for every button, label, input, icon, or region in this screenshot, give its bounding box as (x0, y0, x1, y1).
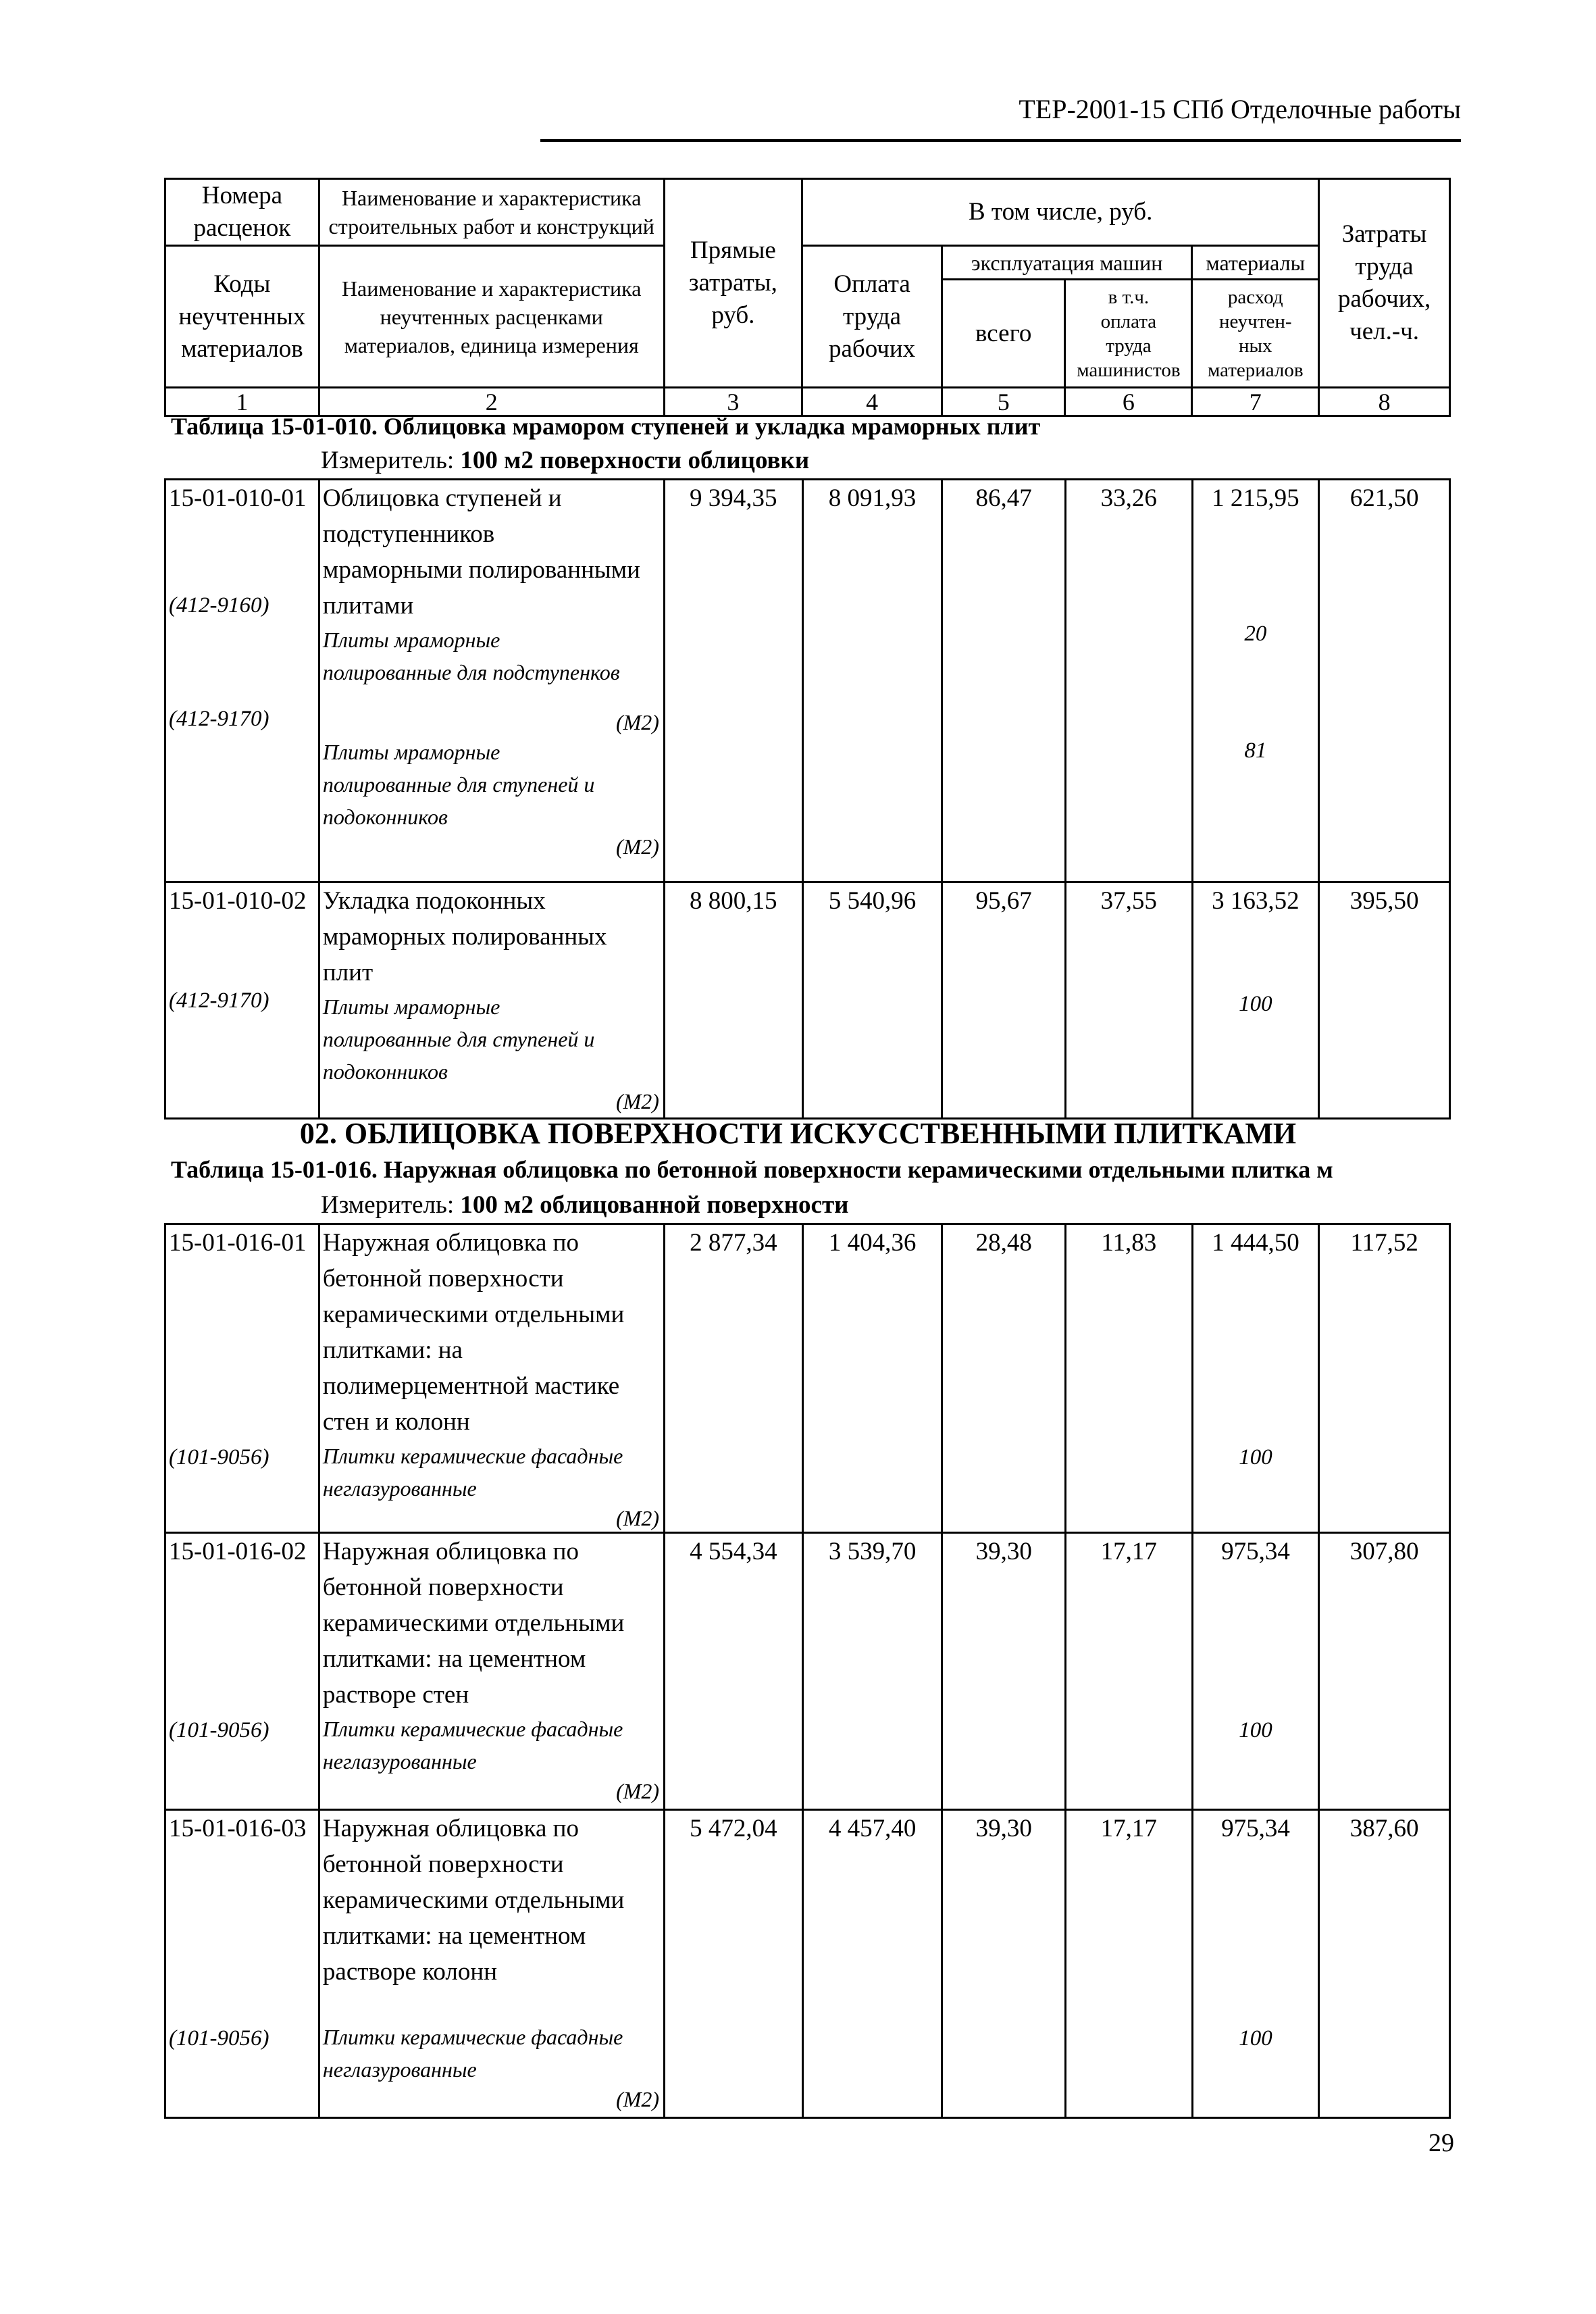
col5-header: всего (942, 280, 1065, 388)
column-header-table (164, 178, 1451, 417)
labor-pay-cell: 4 457,40 (802, 1810, 942, 2118)
materials-cell: 975,34 100 (1192, 1810, 1319, 2118)
group-header: В том числе, руб. (802, 179, 1319, 246)
header-rule (540, 139, 1461, 142)
materials-cell: 1 444,50 100 (1192, 1224, 1319, 1533)
materials-cell: 1 215,95 20 81 (1192, 480, 1319, 882)
machinists-pay-cell: 37,55 (1065, 882, 1192, 1119)
direct-costs-cell: 8 800,15 (664, 882, 802, 1119)
col7-header: расход неучтен- ных материалов (1192, 280, 1319, 388)
col4-header: Оплата труда рабочих (802, 246, 942, 388)
labor-pay-cell: 3 539,70 (802, 1533, 942, 1810)
machinists-pay-cell: 11,83 (1066, 1224, 1193, 1533)
machinists-pay-cell: 17,17 (1066, 1810, 1193, 2118)
rate-code-cell: 15-01-010-02 (412-9170) (165, 882, 319, 1119)
table2-measure: Измеритель: 100 м2 облицованной поверхности (321, 1191, 849, 1219)
labor-pay-cell: 8 091,93 (802, 480, 942, 882)
col-number: 3 (664, 388, 802, 416)
labor-hours-cell: 395,50 (1319, 882, 1450, 1119)
table-row (165, 1533, 1450, 1810)
col-number: 6 (1065, 388, 1192, 416)
work-name-cell: Укладка подоконных мраморных полированных плит Плиты мраморные полированные для ступеней и подоконников (М2) (319, 882, 664, 1119)
materials-cell: 3 163,52 100 (1192, 882, 1319, 1119)
col-number: 7 (1192, 388, 1319, 416)
table-row (165, 480, 1450, 882)
machines-total-cell: 95,67 (942, 882, 1066, 1119)
col1-top-header: Номера расценок (165, 179, 319, 246)
work-name-cell: Наружная облицовка по бетонной поверхности керамическими отдельными плитками: на полимерцементной мастике стен и колонн Плитки керамические фасадные неглазурованные (М2) (319, 1224, 664, 1533)
labor-pay-cell: 5 540,96 (802, 882, 942, 1119)
materials-cell: 975,34 100 (1192, 1533, 1319, 1810)
table2-caption: Таблица 15-01-016. Наружная облицовка по бетонной поверхности керамическими отдельными плитка м (171, 1156, 1333, 1183)
rate-code-cell: 15-01-016-03 (101-9056) (165, 1810, 319, 2118)
direct-costs-cell: 9 394,35 (664, 480, 802, 882)
labor-hours-cell: 387,60 (1319, 1810, 1450, 2118)
table1 (164, 478, 1451, 1120)
rate-code-cell: 15-01-010-01 (412-9160) (412-9170) (165, 480, 319, 882)
machinists-pay-cell: 33,26 (1065, 480, 1192, 882)
col-number: 2 (319, 388, 664, 416)
work-name-cell: Наружная облицовка по бетонной поверхности керамическими отдельными плитками: на цементном растворе колонн Плитки керамические фасадные неглазурованные (М2) (319, 1810, 664, 2118)
labor-hours-cell: 117,52 (1319, 1224, 1450, 1533)
col6-header: в т.ч. оплата труда машинистов (1065, 280, 1192, 388)
direct-costs-cell: 5 472,04 (665, 1810, 803, 2118)
page-header-title: ТЕР-2001-15 СПб Отделочные работы (1019, 94, 1461, 124)
col8-header: Затраты труда рабочих, чел.-ч. (1319, 179, 1450, 388)
col-number: 1 (165, 388, 319, 416)
table-row (165, 1810, 1450, 2118)
rate-code-cell: 15-01-016-02 (101-9056) (165, 1533, 319, 1810)
materials-header: материалы (1192, 246, 1319, 280)
table2 (164, 1223, 1451, 2119)
col2-bottom-header: Наименование и характеристика неучтенных расценками материалов, единица измерения (319, 246, 664, 388)
machinists-pay-cell: 17,17 (1066, 1533, 1193, 1810)
direct-costs-cell: 4 554,34 (665, 1533, 803, 1810)
table-row (165, 882, 1450, 1119)
labor-hours-cell: 621,50 (1319, 480, 1450, 882)
machines-total-cell: 39,30 (942, 1533, 1066, 1810)
page-number: 29 (1428, 2129, 1454, 2157)
machines-total-cell: 39,30 (942, 1810, 1066, 2118)
rate-code-cell: 15-01-016-01 (101-9056) (165, 1224, 319, 1533)
col-number: 4 (802, 388, 942, 416)
labor-pay-cell: 1 404,36 (802, 1224, 942, 1533)
labor-hours-cell: 307,80 (1319, 1533, 1450, 1810)
work-name-cell: Облицовка ступеней и подступенников мраморными полированными плитами Плиты мраморные полированные для подступенков (М2) Плиты мраморные полированные для ступеней и подоконников (М2) (319, 480, 664, 882)
table1-measure: Измеритель: 100 м2 поверхности облицовки (321, 447, 810, 474)
table-row (165, 1224, 1450, 1533)
col3-header: Прямые затраты, руб. (664, 179, 802, 388)
col1-bottom-header: Коды неучтенных материалов (165, 246, 319, 388)
section-title: 02. ОБЛИЦОВКА ПОВЕРХНОСТИ ИСКУССТВЕННЫМИ ПЛИТКАМИ (299, 1117, 1297, 1150)
col-number: 5 (942, 388, 1065, 416)
machines-total-cell: 86,47 (942, 480, 1066, 882)
col-number: 8 (1319, 388, 1450, 416)
work-name-cell: Наружная облицовка по бетонной поверхности керамическими отдельными плитками: на цементном растворе стен Плитки керамические фасадные неглазурованные (М2) (319, 1533, 664, 1810)
machines-total-cell: 28,48 (942, 1224, 1066, 1533)
table1-caption: Таблица 15-01-010. Облицовка мрамором ступеней и укладка мраморных плит (171, 413, 1041, 440)
col2-top-header: Наименование и характеристика строительных работ и конструкций (319, 179, 664, 246)
direct-costs-cell: 2 877,34 (665, 1224, 803, 1533)
machines-header: эксплуатация машин (942, 246, 1191, 280)
